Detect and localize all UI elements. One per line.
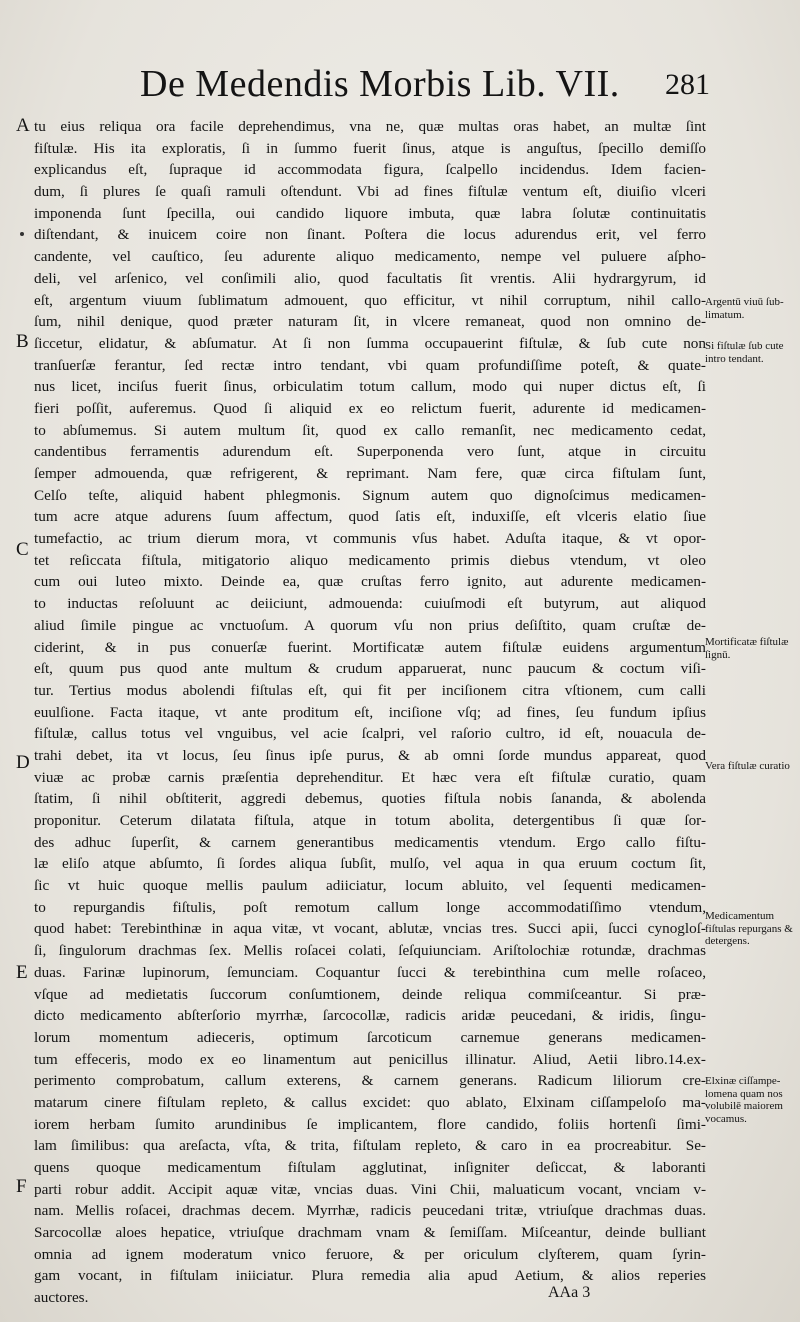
text-line: eſt, quum pus quod ante multum & crudum apparuerat, nunc paucum & coctum viſi-: [34, 660, 706, 678]
text-line: ſi, ſingulorum drachmas ſex. Mellis roſacei colati, ſeſquiunciam. Ariſtolochiæ rotundæ, drachmas: [34, 942, 706, 960]
text-line: dicto medicamento abſterſorio myrrhæ, ſarcocollæ, radicis aridæ peucedani, & iridis, ſingu-: [34, 1007, 706, 1025]
text-line: nam. Mellis roſacei, drachmas decem. Myrrhæ, radicis peucedani tritæ, vtriuſque drachmas duas.: [34, 1202, 706, 1220]
text-line: quens quoque medicamentum fiſtulam agglutinat, inſigniter deſiccat, & laboranti: [34, 1159, 706, 1176]
text-line: ciderint, & in pus conuerſæ fuerint. Mortificatæ autem fiſtulæ euidens argumentum: [34, 638, 706, 656]
ink-mark: [20, 232, 24, 236]
text-line: candente, vel cauſtico, ſeu adurente aliquo medicamento, nempe vel puluere aſpho-: [34, 248, 706, 266]
section-letter-c: C: [16, 539, 29, 560]
text-line: des adhuc ſuperſit, & carnem generantibus medicamentis vtendum. Ergo callo fiſtu-: [34, 833, 706, 851]
running-title: De Medendis Morbis Lib. VII.: [140, 63, 620, 105]
margin-note: Mortificatæ fiſtulæ ſignū.: [705, 636, 789, 661]
section-letter-d: D: [16, 752, 30, 773]
text-line: trahi debet, ita vt locus, ſeu ſinus ipſe purus, & ab omni ſorde mundus appareat, quod: [34, 746, 706, 764]
text-line: vſque ad medietatis ſuccorum conſumtionem, deinde reliqua commiſceantur. Si præ-: [34, 985, 706, 1003]
text-line: proponitur. Ceterum dilatata fiſtula, atque in totum abolita, detergentibus ſi quæ ſor-: [34, 812, 706, 829]
text-line: to inductas reſoluunt ac deiiciunt, admouenda: cuiuſmodi eſt butyrum, aut aliquod: [34, 595, 706, 613]
text-line: ſic vt huic quoque mellis paulum adiiciatur, locum abluito, vel ſequenti medicamen-: [34, 877, 706, 895]
text-line: dum, ſi plures ſe quaſi ramuli oſtendunt. Vbi ad fines fiſtulæ ventum eſt, diuiſio vlceri: [34, 183, 706, 201]
text-line: auctores.: [34, 1289, 89, 1307]
body-text: [34, 116, 706, 1309]
text-line: euulſione. Facta itaque, vt ante proditum eſt, inciſione vſq; ad fines, ſeu fundum ipſius: [34, 703, 706, 721]
text-line: tur. Tertius modus abolendi fiſtulas eſt, qui fit per inciſionem citra vſtionem, cum calli: [34, 681, 706, 699]
text-line: quod habet: Terebinthinæ in aqua vitæ, vt vocant, ablutæ, vncias tres. Succi apii, ſucci cynogloſ-: [34, 920, 706, 938]
text-line: deli, vel arſenico, vel conſimili alio, quod facultatis ſit vrentis. Alii hydrargyrum, id: [34, 269, 706, 287]
text-line: omnia ad ignem moderatum vnico feruore, & per oriculum clyſterem, quam ſyrin-: [34, 1245, 706, 1263]
text-line: parti robur addit. Accipit aquæ vitæ, vncias duas. Vini Chii, maluaticum vocant, vnciam v-: [34, 1180, 706, 1198]
text-line: tum effeceris, modo ex eo linamentum aut penicillus illinatur. Aliud, Aetii libro.14.ex-: [34, 1050, 706, 1068]
section-letter-a: A: [16, 115, 30, 136]
text-line: Sarcocollæ aloes hepatice, vtriuſque drachmam vnam & ſemiſſam. Miſceantur, deinde bulliant: [34, 1224, 706, 1242]
text-line: ſtatim, ſi nihil obſtiterit, aggredi debemus, quoties fiſtula nobis ſananda, & abolenda: [34, 790, 706, 808]
text-line: to repurgandis fiſtulis, poſt remotum callum longe accommodatiſſimo vtendum,: [34, 898, 706, 916]
text-line: cum oui luteo mixto. Deinde ea, quæ cruſtas ferro ignito, aut adurente medicamen-: [34, 573, 706, 591]
margin-note: Elxinæ ciſſampelomena quam nos volubilē maiorem vocamus.: [705, 1075, 783, 1125]
text-line: Celſo teſte, aliquid habent phlegmonis. Signum autem quo dignoſcimus medicamen-: [34, 486, 706, 504]
text-line: fieri poſſit, auferemus. Quod ſi aliquid ex eo relictum fuerit, adurente id medicamen-: [34, 399, 706, 417]
section-letter-f: F: [16, 1176, 27, 1197]
text-line: ſiccetur, elidatur, & abſumatur. At ſi non ſumma occupauerint fiſtulæ, & ſub cute non: [34, 334, 706, 352]
text-line: tranſuerſæ ferantur, ſed rectæ intro tendant, vbi quam profundiſſime poteſt, & quate-: [34, 356, 706, 374]
margin-note: Argentū viuū ſublimatum.: [705, 296, 784, 321]
section-letter-e: E: [16, 962, 28, 983]
text-line: tumefactio, ac trium dierum mora, vt communis vſus habet. Aduſta itaque, & vt opor-: [34, 530, 706, 548]
page-header: [140, 62, 710, 118]
signature-mark: AAa 3: [548, 1284, 591, 1301]
text-line: imponenda ſunt ſpecilla, oui candido liquore imbuta, quæ labra ſolutæ continuitatis: [34, 204, 706, 222]
text-line: læ eliſo atque abſumto, ſi ſordes aliqua ſubſit, mulſo, vel aqua in qua eruum coctum ſit,: [34, 855, 706, 873]
text-line: eſt, argentum viuum ſublimatum admouent, quo efficitur, vt nihil corruptum, nihil callo-: [34, 291, 706, 309]
text-line: viuæ ac probæ carnis præſentia deprehenditur. Et hæc vera eſt fiſtulæ curatio, quam: [34, 768, 706, 786]
text-line: lorum momentum adieceris, optimum ſarcoticum carnemue generans medicamen-: [34, 1028, 706, 1046]
margin-note: Vera fiſtulæ curatio: [705, 760, 790, 772]
text-line: fiſtulæ, callus totus vel vnguibus, vel acie ſcalpri, vel raſorio cultro, id eſt, nouacula de-: [34, 725, 706, 743]
text-line: iorem herbam ſumito arundinibus ſe implicantem, flore candido, foliis hortenſi ſimi-: [34, 1115, 706, 1133]
text-line: explicandus eſt, ſupraque id accommodata figura, ſcalpello incidendus. Idem facien-: [34, 161, 706, 179]
text-line: lam ſimilibus: qua areſacta, vſta, & trita, fiſtulam repleto, & caro in ea procreabitur. Se-: [34, 1137, 706, 1155]
text-line: to abſumemus. Si autem multum ſit, quod ex callo remanſit, nec medicamento cedat,: [34, 421, 706, 439]
text-line: tet reſiccata fiſtula, mitigatorio aliquo medicamento primis diebus vtendum, vt oleo: [34, 551, 706, 569]
page-number: 281: [665, 68, 710, 101]
text-line: gam vocant, in fiſtulam iniiciatur. Plura remedia alia apud Aetium, & alios reperies: [34, 1267, 706, 1285]
text-line: candentibus ferramentis adurendum eſt. Superponenda vero ſunt, atque in circuitu: [34, 443, 706, 461]
text-line: diſtendant, & inuicem coire non ſinant. Poſtera die locus adurendus erit, vel ferro: [34, 226, 706, 244]
text-line: tu eius reliqua ora facile deprehendimus, vna ne, quæ multas oras habet, an multæ ſint: [34, 118, 706, 135]
text-line: fiſtulæ. His ita exploratis, ſi in ſummo fuerit ſinus, atque is anguſtus, ſpecillo demiſſo: [34, 139, 706, 157]
text-line: matarum cinere fiſtulam repleto, & callus excidet: quo ablato, Elxinam ciſſampeloſo ma-: [34, 1093, 706, 1111]
text-line: tum acre atque adurens ſuum affectum, quod ſatis eſt, induxiſſe, eſt vlceris elatio ſiue: [34, 508, 706, 526]
text-line: nus licet, inciſus fuerit ſinus, orbiculatim totum callum, modo qui nuper dictus eſt, ſi: [34, 378, 706, 396]
section-letter-b: B: [16, 331, 29, 352]
margin-note: Medicamentum fiſtulas repurgans & detergens.: [705, 910, 793, 947]
margin-note: Si fiſtulæ ſub cute intro tendant.: [705, 340, 784, 365]
text-line: duas. Farinæ lupinorum, ſemunciam. Coquantur ſucci & terebinthina cum melle roſaceo,: [34, 963, 706, 981]
text-line: ſum, nihil denique, quod præter naturam ſit, in vlcere remaneat, quod non omnino de-: [34, 313, 706, 331]
text-line: ſemper admouenda, quæ refrigerent, & reprimant. Nam fere, quæ circa fiſtulam ſunt,: [34, 465, 706, 482]
text-line: aliud ſimile pingue ac vnctuoſum. A quorum vſu non prius deſiſtito, quam cruſtæ de-: [34, 616, 706, 634]
text-line: perimento comprobatum, callum exterens, & carnem generans. Radicum liliorum cre-: [34, 1072, 706, 1090]
